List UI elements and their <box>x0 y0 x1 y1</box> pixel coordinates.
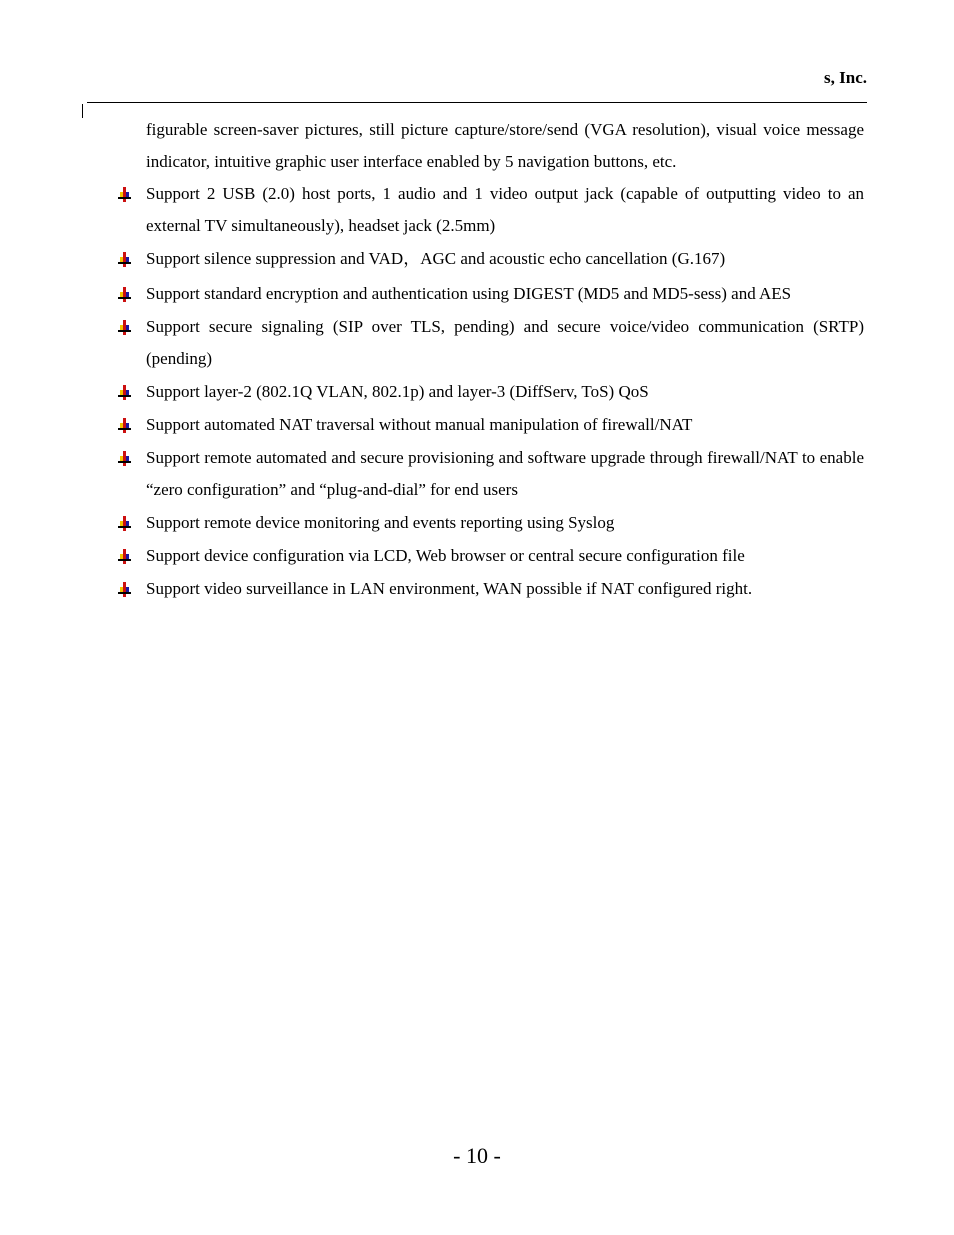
feature-list-item <box>146 573 864 605</box>
feature-text: Support automated NAT traversal without manual manipulation of firewall/NAT <box>146 415 693 434</box>
pushpin-bullet-icon <box>117 451 132 466</box>
feature-text: Support silence suppression and VAD，AGC and acoustic echo cancellation (G.167) <box>146 249 726 268</box>
feature-list-item <box>146 178 864 242</box>
pushpin-bullet-icon <box>117 418 132 433</box>
pushpin-bullet-icon <box>117 516 132 531</box>
pushpin-bullet-icon <box>117 582 132 597</box>
pushpin-bullet-icon <box>117 320 132 335</box>
feature-text: Support secure signaling (SIP over TLS, pending) and secure voice/video communication (SRTP) (pending) <box>146 317 864 368</box>
feature-text: Support remote device monitoring and events reporting using Syslog <box>146 513 615 532</box>
feature-list <box>146 178 864 605</box>
pushpin-bullet-icon <box>117 385 132 400</box>
pushpin-bullet-icon <box>117 252 132 267</box>
page-number: - 10 - <box>453 1143 501 1168</box>
feature-text: Support 2 USB (2.0) host ports, 1 audio and 1 video output jack (capable of outputting video to an external TV simultaneously), headset jack (2.5mm) <box>146 184 864 235</box>
feature-list-item <box>146 409 864 441</box>
feature-text: Support video surveillance in LAN environment, WAN possible if NAT configured right. <box>146 579 753 598</box>
feature-list-item <box>146 243 864 275</box>
feature-text: Support remote automated and secure provisioning and software upgrade through firewall/NAT to enable “zero configuration” and “plug-and-dial” for end users <box>146 448 864 499</box>
feature-text: Support layer-2 (802.1Q VLAN, 802.1p) and layer-3 (DiffServ, ToS) QoS <box>146 382 649 401</box>
feature-list-item <box>146 442 864 506</box>
feature-text: Support device configuration via LCD, Web browser or central secure configuration file <box>146 546 745 565</box>
document-body <box>146 114 864 606</box>
feature-list-item <box>146 376 864 408</box>
feature-list-item <box>146 278 864 310</box>
pushpin-bullet-icon <box>117 287 132 302</box>
continuation-paragraph: figurable screen-saver pictures, still picture capture/store/send (VGA resolution), visual voice message indicator, intuitive graphic user interface enabled by 5 navigation buttons, etc. <box>146 120 864 171</box>
feature-text: Support standard encryption and authentication using DIGEST (MD5 and MD5-sess) and AES <box>146 284 792 303</box>
pushpin-bullet-icon <box>117 187 132 202</box>
feature-list-item <box>146 311 864 375</box>
pushpin-bullet-icon <box>117 549 132 564</box>
margin-change-bar <box>82 104 83 118</box>
feature-list-item <box>146 507 864 539</box>
feature-list-item <box>146 540 864 572</box>
header-company-name: s, Inc. <box>824 68 867 87</box>
header-divider <box>87 102 867 103</box>
